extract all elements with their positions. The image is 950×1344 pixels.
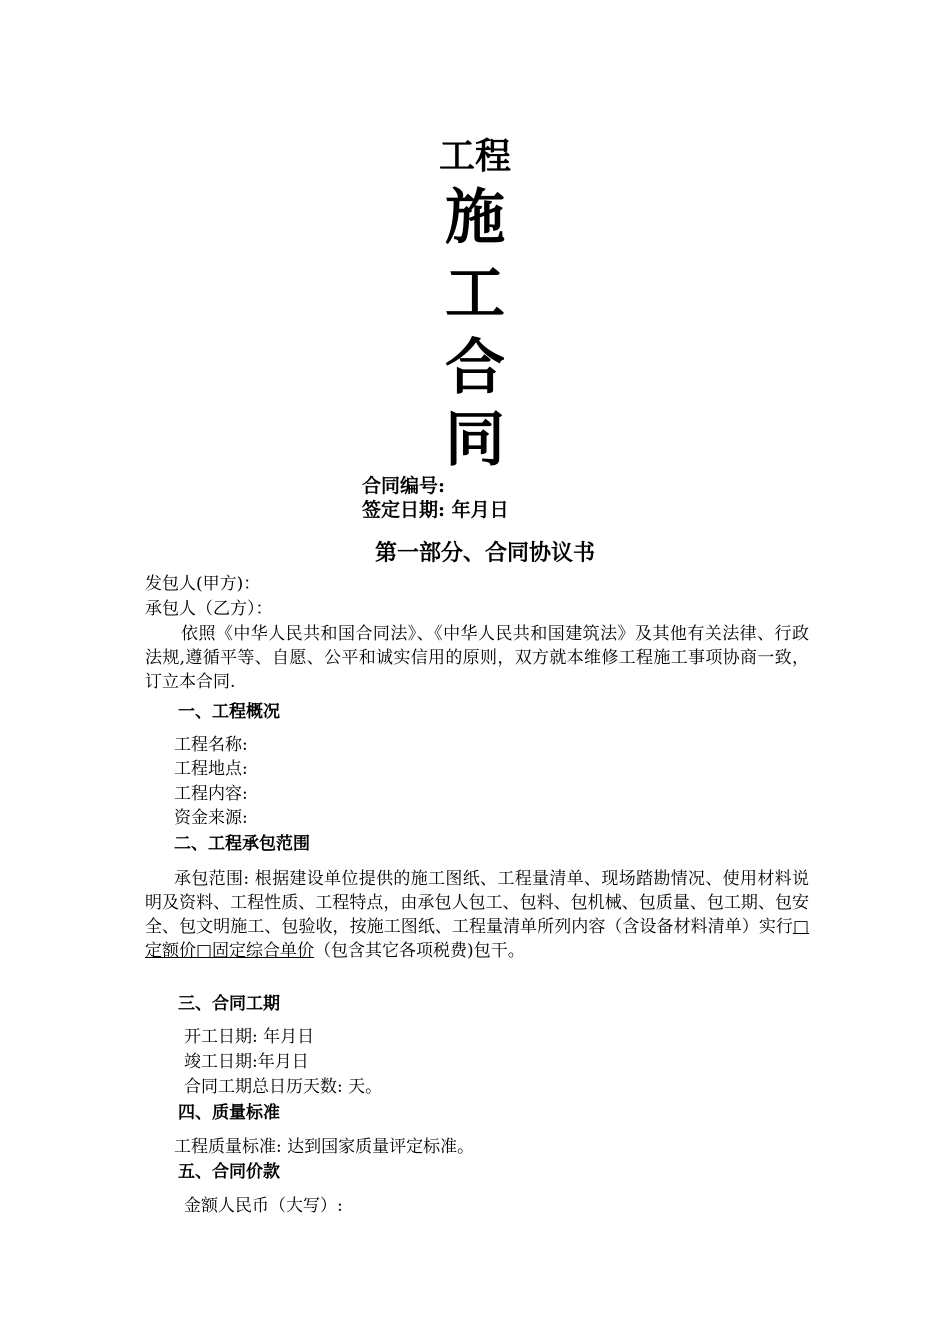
completion-date-field: 竣工日期:年月日 (184, 1052, 309, 1072)
project-location-field: 工程地点: (174, 759, 248, 779)
scope-text: 承包范围: 根据建设单位提供的施工图纸、工程量清单、现场踏勘情况、使用材料说明及资料、工程性质、工程特点，由承包人包工、包料、包机械、包质量、包工期、包安全、包文明施工、包验收，按施工图纸、工程量清单所列内容（含设备材料清单）实行 (145, 869, 809, 937)
cover-char-2: 工 (445, 259, 505, 329)
scope-paragraph (145, 867, 809, 963)
cover-char-1: 施 (445, 183, 505, 253)
section4-heading: 四、质量标准 (178, 1103, 280, 1123)
section1-heading: 一、工程概况 (178, 702, 280, 722)
section5-heading: 五、合同价款 (178, 1162, 280, 1182)
cover-char-4: 同 (445, 405, 505, 475)
scope-text-end: （包含其它各项税费)包干。 (314, 941, 525, 961)
project-content-field: 工程内容: (174, 784, 248, 804)
quality-standard-text: 工程质量标准: 达到国家质量评定标准。 (174, 1137, 475, 1157)
amount-field: 金额人民币（大写）: (184, 1196, 343, 1216)
total-days-field: 合同工期总日历天数: 天。 (184, 1077, 383, 1097)
funding-source-field: 资金来源: (174, 808, 248, 828)
cover-char-3: 合 (445, 333, 505, 403)
project-name-field: 工程名称: (174, 735, 248, 755)
sign-date-label: 签定日期: 年月日 (362, 499, 509, 521)
start-date-field: 开工日期: 年月日 (184, 1027, 315, 1047)
contractor-line: 承包人（乙方）： (145, 599, 273, 619)
intro-paragraph: 依照《中华人民共和国合同法》、《中华人民共和国建筑法》及其他有关法律、行政法规,遵循平等、自愿、公平和诚实信用的原则，双方就本维修工程施工事项协商一致，订立本合同. (145, 624, 809, 692)
part-title: 第一部分、合同协议书 (374, 540, 595, 566)
employer-line: 发包人(甲方)： (145, 574, 261, 594)
pricing-method: □定额价□固定综合单价 (145, 917, 809, 961)
contract-number-label: 合同编号: (362, 475, 446, 497)
section3-heading: 三、合同工期 (178, 994, 280, 1014)
section2-heading: 二、工程承包范围 (174, 834, 310, 854)
cover-title-small: 工程 (438, 135, 511, 177)
